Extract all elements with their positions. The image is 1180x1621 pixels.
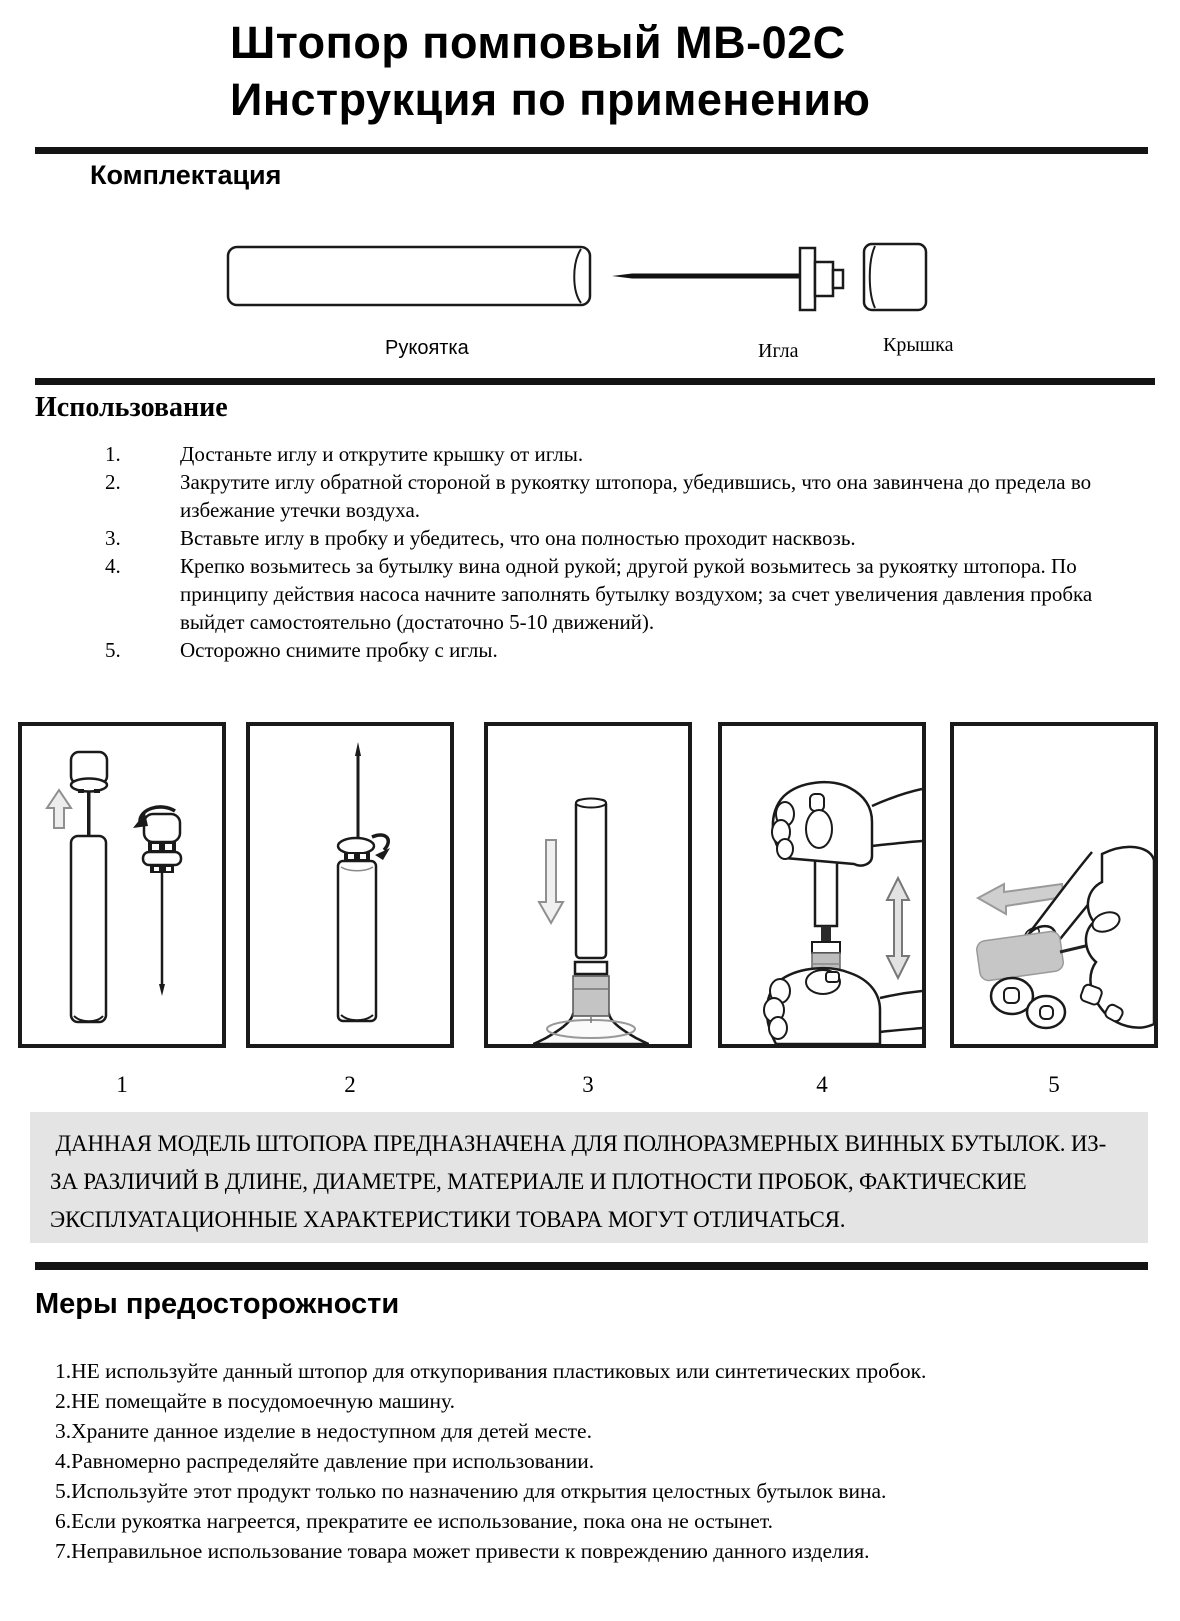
usage-step: [105, 552, 1113, 636]
down-arrow-icon: [539, 840, 563, 923]
figure-number-3: 3: [582, 1072, 594, 1097]
title-line-1: Штопор помповый МВ-02С: [230, 17, 846, 68]
step-text: Осторожно снимите пробку с иглы.: [180, 638, 498, 662]
handle-drawing: [338, 861, 376, 1021]
figure-number-1: 1: [116, 1072, 128, 1097]
step-text: Достаньте иглу и открутите крышку от иглы.: [180, 442, 584, 466]
precautions-list: [55, 1356, 1160, 1566]
usage-step: [105, 524, 1113, 552]
usage-step: [105, 440, 1113, 468]
step-number: 5.: [105, 638, 121, 662]
illustration-step-2: [250, 726, 450, 1044]
figure-panel-4: [718, 722, 926, 1048]
cap-drawing: [864, 244, 926, 310]
divider-usage: [35, 378, 1155, 385]
usage-step: [105, 468, 1113, 524]
precaution-item: 6.Если рукоятка нагреется, прекратите ее использование, пока она не остынет.: [55, 1509, 773, 1533]
step-number: 3.: [105, 526, 121, 550]
handle-label: Рукоятка: [385, 337, 469, 359]
figure-panel-2: [246, 722, 454, 1048]
figure-panel-5: [950, 722, 1158, 1048]
figure-panel-1: [18, 722, 226, 1048]
figure-number-2: 2: [344, 1072, 356, 1097]
figure-number-4: 4: [816, 1072, 828, 1097]
document-title: [230, 14, 870, 128]
handle-drawing: [71, 836, 106, 1022]
title-line-2: Инструкция по применению: [230, 74, 871, 125]
section-heading-package: Комплектация: [90, 160, 282, 190]
usage-step: [105, 636, 1113, 664]
usage-steps: [105, 440, 1113, 664]
notice-line: ЗА РАЗЛИЧИЙ В ДЛИНЕ, ДИАМЕТРЕ, МАТЕРИАЛЕ И ПЛОТНОСТИ ПРОБОК, ФАКТИЧЕСКИЕ: [50, 1169, 1027, 1194]
cork-drawing: [976, 930, 1065, 981]
cap-label: Крышка: [883, 334, 954, 356]
precaution-item: 5.Используйте этот продукт только по назначению для открытия целостных бутылок вина.: [55, 1479, 887, 1503]
needle-flange-drawing: [800, 248, 843, 310]
precaution-item: 3.Храните данное изделие в недоступном для детей месте.: [55, 1419, 592, 1443]
figure-number-5: 5: [1048, 1072, 1060, 1097]
up-arrow-icon: [47, 790, 71, 828]
section-heading-precautions: Меры предосторожности: [35, 1288, 400, 1320]
divider-top: [35, 147, 1148, 154]
precaution-item: 1.НЕ используйте данный штопор для откупоривания пластиковых или синтетических пробок.: [55, 1359, 927, 1383]
needle-with-cap-drawing: [133, 807, 181, 996]
illustration-step-1: [22, 726, 222, 1044]
illustration-step-3: [488, 726, 688, 1044]
figure-panel-3: [484, 722, 692, 1048]
needle-drawing: [355, 742, 361, 840]
precaution-item: 4.Равномерно распределяйте давление при использовании.: [55, 1449, 595, 1473]
handle-drawing: [575, 799, 607, 975]
precaution-item: 2.НЕ помещайте в посудомоечную машину.: [55, 1389, 455, 1413]
updown-arrow-icon: [887, 878, 909, 978]
section-heading-usage: Использование: [35, 392, 228, 423]
step-number: 2.: [105, 470, 121, 494]
cap-drawing: [71, 752, 107, 793]
needle-drawing: [612, 274, 800, 279]
handle-drawing: [228, 247, 590, 305]
stem-drawing: [87, 792, 91, 836]
step-text: Крепко возьмитесь за бутылку вина одной рукой; другой рукой возьмитесь за рукоятку штопора. По принципу действия насоса начните заполнять бутылку воздухом; за счет увеличения давления пробка выйдет самостоятельно (достаточно 5-10 движений).: [180, 554, 1093, 634]
illustration-step-4: [722, 726, 922, 1044]
bottle-drawing: [533, 976, 649, 1044]
curled-fingers-drawing: [991, 978, 1065, 1028]
notice-line: ДАННАЯ МОДЕЛЬ ШТОПОРА ПРЕДНАЗНАЧЕНА ДЛЯ ПОЛНОРАЗМЕРНЫХ ВИННЫХ БУТЫЛОК. ИЗ-: [50, 1131, 1107, 1156]
precaution-item: 7.Неправильное использование товара может привести к повреждению данного изделия.: [55, 1539, 870, 1563]
step-number: 4.: [105, 554, 121, 578]
notice-box: [30, 1112, 1148, 1243]
step-text: Вставьте иглу в пробку и убедитесь, что она полностью проходит насквозь.: [180, 526, 856, 550]
step-number: 1.: [105, 442, 121, 466]
illustration-step-5: [954, 726, 1154, 1044]
needle-label: Игла: [758, 340, 799, 362]
parts-diagram: [0, 225, 1180, 335]
collar-drawing: [338, 835, 390, 861]
upper-hand-drawing: [772, 782, 922, 865]
cork-drawing: [573, 976, 609, 1016]
notice-line: ЭКСПЛУАТАЦИОННЫЕ ХАРАКТЕРИСТИКИ ТОВАРА МОГУТ ОТЛИЧАТЬСЯ.: [50, 1207, 846, 1232]
divider-precautions: [35, 1262, 1148, 1270]
step-text: Закрутите иглу обратной стороной в рукоятку штопора, убедившись, что она завинчена до предела во избежание утечки воздуха.: [180, 470, 1092, 522]
